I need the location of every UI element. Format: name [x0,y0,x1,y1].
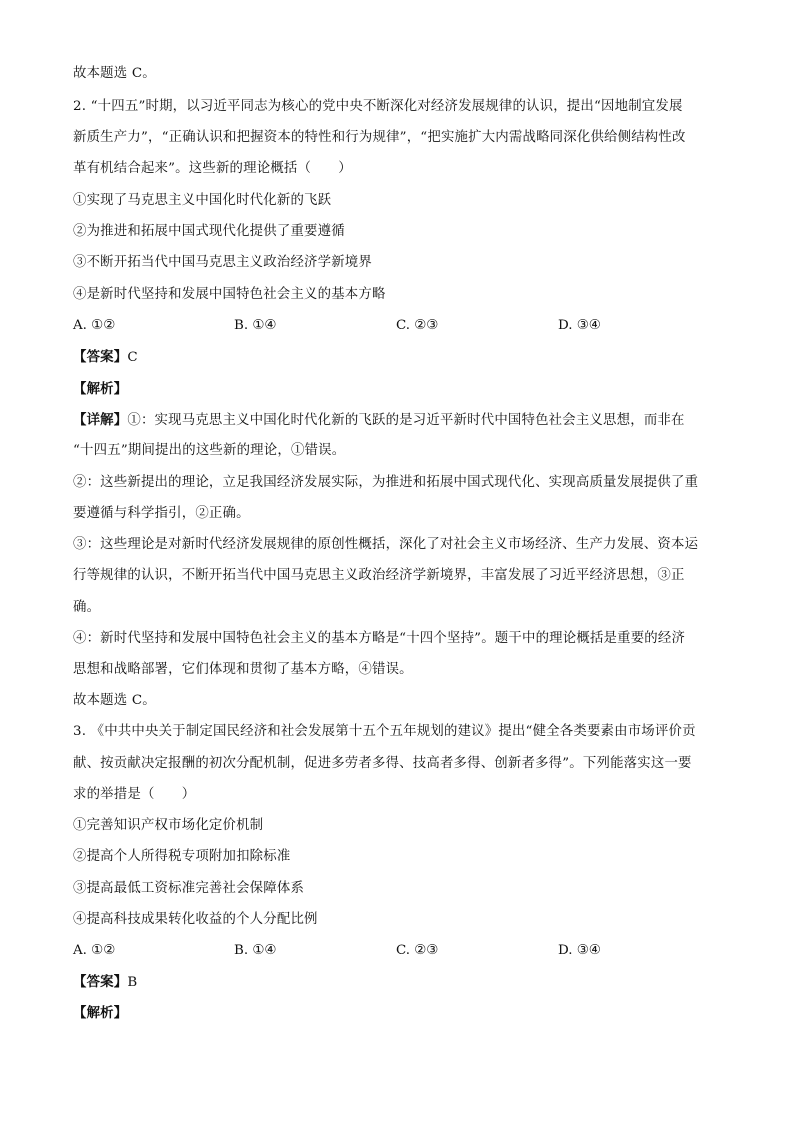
q2-detail-line-8: ④：新时代坚持和发展中国特色社会主义的基本方略是“十四个坚持”。题干中的理论概括是重要的经济 [73,631,686,646]
q1-conclusion: 故本题选 C。 [73,66,156,81]
answer-tag: 【答案】 [73,349,128,365]
q3-stem-line-1: 3. 《中共中央关于制定国民经济和社会发展第十五个五年规划的建议》提出“健全各类要素由市场评价贡 [73,724,696,739]
q2-statement-3: ③不断开拓当代中国马克思主义政治经济学新境界 [73,255,372,270]
q2-option-c: C. ②③ [396,318,439,333]
q3-option-b: B. ①④ [234,943,277,958]
q3-answer [73,973,137,992]
q2-detail-line-7: 确。 [73,600,101,615]
q3-option-c: C. ②③ [396,943,439,958]
q3-statement-4: ④提高科技成果转化收益的个人分配比例 [73,912,318,927]
q2-option-a: A. ①② [73,318,116,333]
q2-statement-2: ②为推进和拓展中国式现代化提供了重要遵循 [73,224,345,239]
detail-text: ①：实现马克思主义中国化时代化新的飞跃的是习近平新时代中国特色社会主义思想，而非在 [127,413,685,428]
q2-detail-line-9: 思想和战略部署，它们体现和贯彻了基本方略，④错误。 [73,662,413,677]
q3-stem-line-2: 献、按贡献决定报酬的初次分配机制，促进多劳者多得、技高者多得、创新者多得”。下列能落实这一要 [73,756,692,771]
q3-statement-1: ①完善知识产权市场化定价机制 [73,818,264,833]
answer-value: C [127,350,138,365]
q3-statement-3: ③提高最低工资标准完善社会保障体系 [73,881,305,896]
q2-stem-line-2: 新质生产力”，“正确认识和把握资本的特性和行为规律”，“把实施扩大内需战略同深化供给侧结构性改 [73,130,686,145]
q2-stem-line-3: 革有机结合起来”。这些新的理论概括（ ） [73,161,352,176]
q2-detail-line-6: 行等规律的认识，不断开拓当代中国马克思主义政治经济学新境界，丰富发展了习近平经济思想，③正 [73,568,685,583]
q2-statement-4: ④是新时代坚持和发展中国特色社会主义的基本方略 [73,287,386,302]
q2-option-b: B. ①④ [234,318,277,333]
answer-value: B [127,975,138,990]
q2-detail-line-2: “十四五”期间提出的这些新的理论，①错误。 [73,443,346,458]
q3-statement-2: ②提高个人所得税专项附加扣除标准 [73,849,291,864]
q2-detail-line-5: ③：这些理论是对新时代经济发展规律的原创性概括，深化了对社会主义市场经济、生产力发展、资本运 [73,537,699,552]
q2-option-d: D. ③④ [558,318,601,333]
q3-stem-line-3: 求的举措是（ ） [73,787,196,802]
q2-conclusion: 故本题选 C。 [73,693,156,708]
detail-tag: 【详解】 [73,412,128,428]
q3-option-a: A. ①② [73,943,116,958]
q3-analysis-tag: 【解析】 [73,1005,128,1021]
q2-statement-1: ①实现了马克思主义中国化时代化新的飞跃 [73,193,332,208]
q2-detail-line-4: 要遵循与科学指引，②正确。 [73,506,250,521]
q2-answer [73,348,138,367]
q3-option-d: D. ③④ [558,943,601,958]
answer-tag: 【答案】 [73,974,128,990]
q2-analysis-tag: 【解析】 [73,381,128,397]
q2-stem-line-1: 2. “十四五”时期，以习近平同志为核心的党中央不断深化对经济发展规律的认识，提出“因地制宜发展 [73,99,683,114]
q2-detail-line-1 [73,411,685,430]
q2-detail-line-3: ②：这些新提出的理论，立足我国经济发展实际，为推进和拓展中国式现代化、实现高质量发展提供了重 [73,475,699,490]
